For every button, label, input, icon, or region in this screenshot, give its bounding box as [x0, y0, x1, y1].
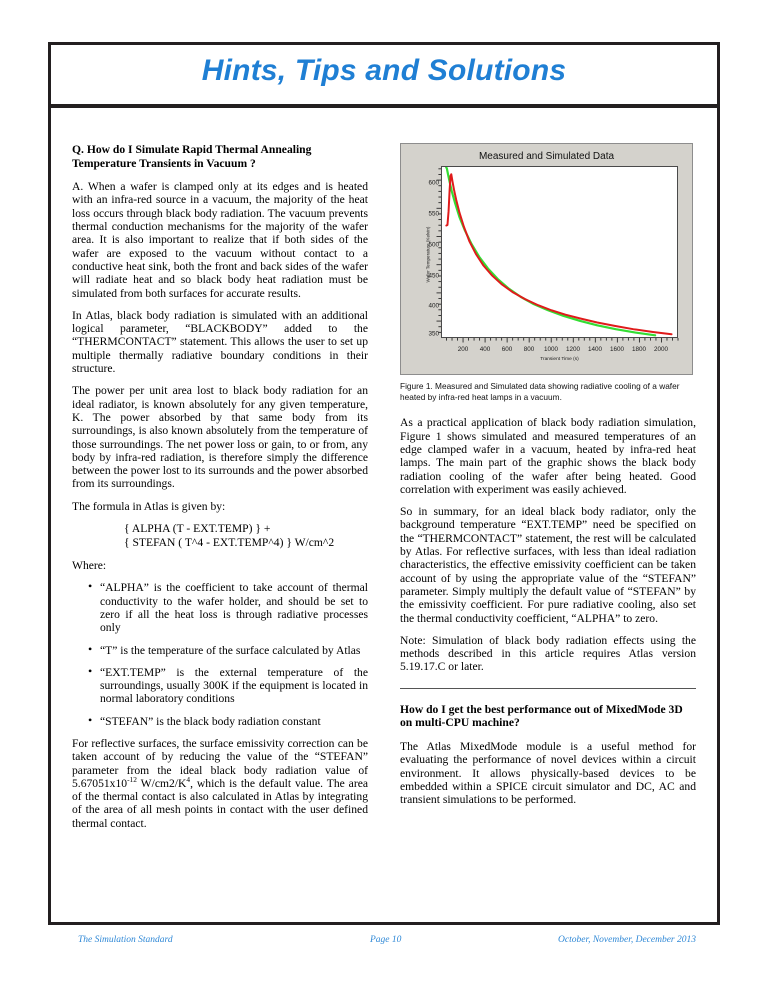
- right-paragraph-2: So in summary, for an ideal black body radiator, only the background temperature “EXT.TEMP” need be specified on the “THERMCONTACT” statement, the rest will be calculated by Atlas. For reflective surfaces, with less than ideal radiation characteristics, the effective emissivity coefficient can be taken account of by using the appropriate value of the “STEFAN” parameter. Simply multiply the default value of “STEFAN” by the emissivity coefficient. For pure radiative cooling, also set the thermal conductivity coefficient, “ALPHA” to zero.: [400, 505, 696, 625]
- footer-publication: The Simulation Standard: [78, 934, 173, 945]
- page-footer: [48, 922, 720, 950]
- exponent-minus-12: -12: [127, 775, 137, 785]
- paragraph-2: In Atlas, black body radiation is simulated with an additional logical parameter, “BLACKBODY” added to the “THERMCONTACT” statement. This allows the user to set up multiple thermally radiative boundary conditions in their structure.: [72, 308, 368, 376]
- paragraph-3: The power per unit area lost to black body radiation for an ideal radiator, is known absolutely for any given temperature, K. The power absorbed by that same body from its surroundings, is also known absolutely from the temperature of those surroundings. The net power loss or gain, to or from, any body by infra-red radiation, is therefore simply the difference between the power lost to its surrounds and the power absorbed from its surroundings.: [72, 384, 368, 491]
- y-tick-400: 400: [428, 302, 439, 310]
- x-tick-1200: 1200: [565, 346, 581, 353]
- footer-page-number: Page 10: [370, 934, 402, 945]
- chart-title: Measured and Simulated Data: [478, 151, 615, 162]
- question-heading: Q. How do I Simulate Rapid Thermal Annealing Temperature Transients in Vacuum ?: [72, 143, 312, 170]
- answer-paragraph-1: A. When a wafer is clamped only at its edges and is heated with an infra-red source in a vacuum, the majority of the heat loss occurs through black body radiation. The vacuum prevents thermal conduction mechanisms for the majority of the wafer area. It is also important to realize that if both sides of the wafer are exposed to the vacuum without contact to a conductive heat sink, both the front and back sides of the wafer will radiate heat and so black body heat radiation must be simulated from both surfaces for accurate results.: [72, 180, 368, 300]
- y-tick-350: 350: [428, 330, 439, 338]
- y-tick-450: 450: [428, 272, 439, 280]
- paragraph-5-part-1: For reflective surfaces, the surface emissivity correction can be taken account of by reducing the value of the “STEFAN” parameter from the ideal black body radiation value of 5.67051x10: [72, 736, 368, 790]
- series-measured-line: [446, 174, 671, 334]
- formula-line-1: { ALPHA (T - EXT.TEMP) } +: [124, 522, 271, 536]
- chart-svg: [442, 167, 677, 337]
- chart-x-tick-labels: [441, 346, 678, 356]
- paragraph-5-part-3: , which is the default value. The area of the thermal contact is also calculated in Atlas by integrating of the area of all mesh points in contact with the user defined thermal contact.: [72, 776, 368, 830]
- x-tick-600: 600: [501, 346, 513, 353]
- masthead: [48, 42, 720, 108]
- right-paragraph-1: As a practical application of black body radiation simulation, Figure 1 shows simulated and measured temperatures of an edge clamped wafer in a vacuum, heated by infra-red heat lamps. The main part of the graphic shows the black body radiation cooling of the wafer after being heated. Good correlation with experiment was easily achieved.: [400, 416, 696, 496]
- paragraph-5-part-2: W/cm2/K: [136, 776, 187, 790]
- chart-x-axis-label: Transient Time (s): [540, 357, 579, 362]
- figure-caption: Figure 1. Measured and Simulated data showing radiative cooling of a wafer heated by infra-red heat lamps in a vacuum.: [400, 381, 680, 403]
- x-tick-200: 200: [457, 346, 469, 353]
- section-2-heading: How do I get the best performance out of MixedMode 3D on multi-CPU machine?: [400, 702, 683, 730]
- y-tick-550: 550: [428, 210, 439, 218]
- y-tick-600: 600: [428, 179, 439, 187]
- y-tick-500: 500: [428, 241, 439, 249]
- list-item: • “STEFAN” is the black body radiation constant: [88, 715, 368, 728]
- x-tick-2000: 2000: [653, 346, 669, 353]
- where-label: Where:: [72, 559, 107, 573]
- formula-block: [72, 522, 368, 550]
- section-2-paragraph-1: The Atlas MixedMode module is a useful method for evaluating the performance of novel devices within a circuit environment. It allows physically-based devices to be embedded within a SPICE circuit simulator and DC, AC and transient simulations to be performed.: [400, 739, 696, 807]
- list-item: • “T” is the temperature of the surface calculated by Atlas: [88, 644, 368, 657]
- footer-issue-date: October, November, December 2013: [558, 934, 696, 945]
- paragraph-5: [72, 737, 368, 830]
- definition-bullet-list: [72, 581, 368, 728]
- section-divider: [400, 688, 696, 689]
- right-paragraph-3: Note: Simulation of black body radiation effects using the methods described in this article requires Atlas version 5.19.17.C or later.: [400, 633, 696, 674]
- article-content: [72, 143, 696, 918]
- masthead-title: Hints, Tips and Solutions: [201, 54, 567, 87]
- chart-plot-area: [441, 166, 678, 338]
- left-column: [72, 143, 368, 839]
- x-tick-1400: 1400: [587, 346, 603, 353]
- paragraph-4: The formula in Atlas is given by:: [72, 499, 226, 513]
- list-item: • “EXT.TEMP” is the external temperature of the surroundings, usually 300K if the equipment is located in normal laboratory conditions: [88, 666, 368, 706]
- x-tick-1000: 1000: [543, 346, 559, 353]
- x-tick-1800: 1800: [631, 346, 647, 353]
- x-tick-400: 400: [479, 346, 491, 353]
- chart-y-axis-label: Wafer Temperature (Kelvin): [425, 226, 431, 283]
- x-tick-1600: 1600: [609, 346, 625, 353]
- figure-1: [400, 143, 693, 375]
- right-column: [400, 143, 696, 815]
- x-tick-800: 800: [523, 346, 535, 353]
- list-item: • “ALPHA” is the coefficient to take account of thermal conductivity to the wafer holder, and should be set to zero if all the heat loss is through radiative processes only: [88, 581, 368, 634]
- formula-line-2: { STEFAN ( T^4 - EXT.TEMP^4) } W/cm^2: [124, 536, 335, 550]
- exponent-4: 4: [186, 775, 191, 785]
